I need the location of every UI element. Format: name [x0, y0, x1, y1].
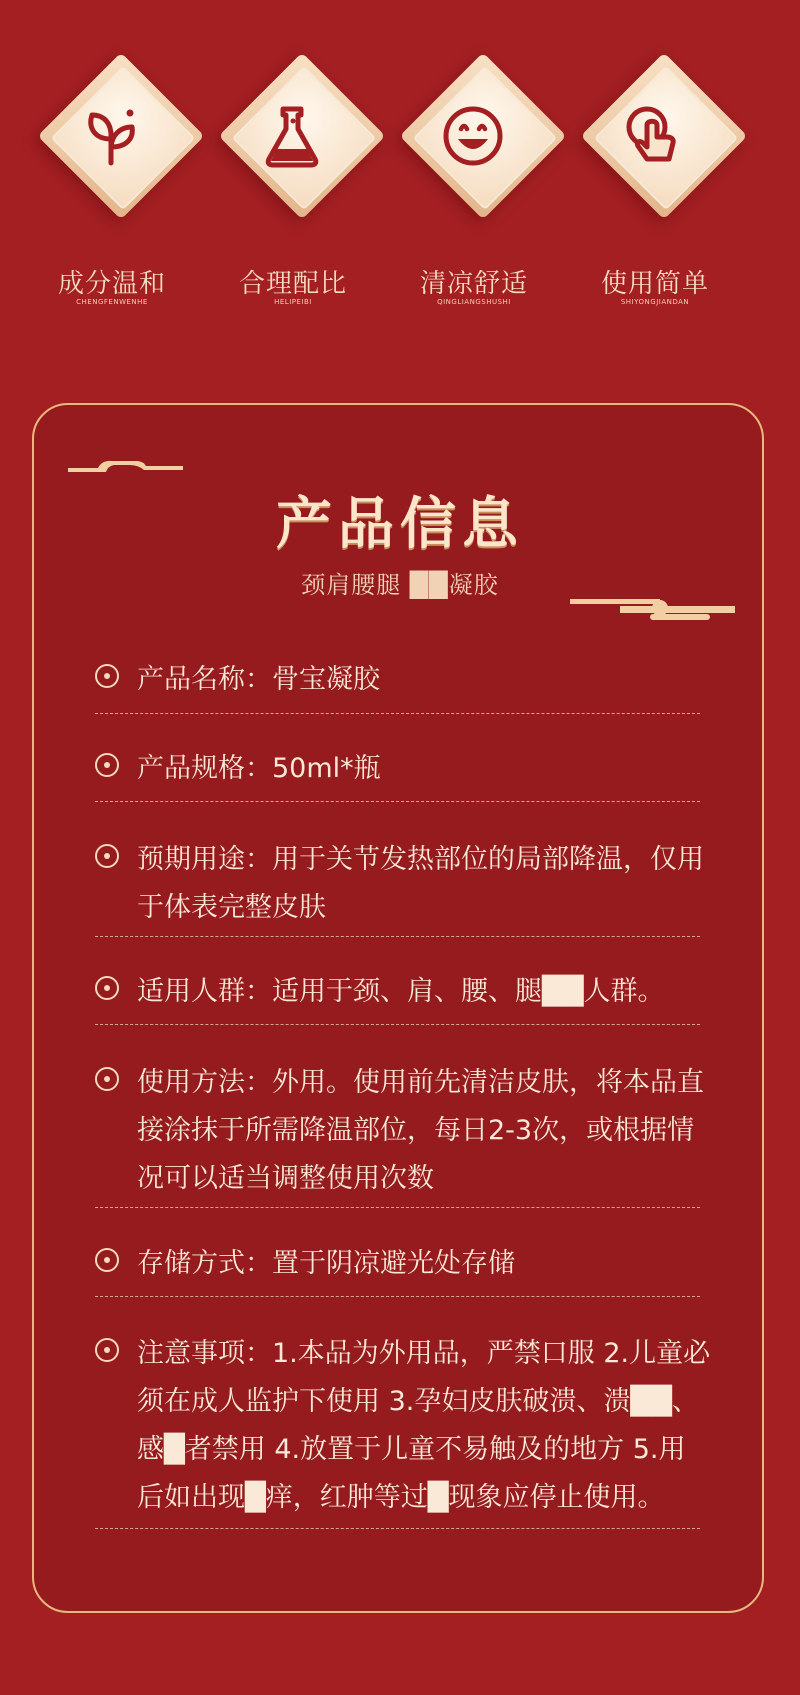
card-title: 产品信息 [276, 492, 524, 557]
card-subtitle: 颈肩腰腿 ██凝胶 [301, 571, 499, 599]
sprout-icon [78, 103, 144, 169]
feature-title: 使用简单 [600, 269, 709, 299]
feature-easy [565, 0, 745, 306]
feature-ratio [203, 0, 383, 306]
divider [95, 1296, 700, 1297]
feature-subtitle: SHIYONGJIANDAN [620, 298, 690, 306]
bullet-icon [95, 976, 119, 1000]
bullet-icon [95, 1338, 119, 1362]
feature-row [0, 0, 800, 330]
divider [95, 1024, 700, 1025]
info-item-text: 产品名称：骨宝凝胶 [137, 664, 380, 695]
bullet-icon [95, 1067, 119, 1091]
info-item-text: 使用方法：外用。使用前先清洁皮肤，将本品直接涂抹于所需降温部位，每日2-3次，或根据情况可以适当调整使用次数 [137, 1067, 704, 1194]
feature-title: 清凉舒适 [419, 269, 528, 299]
divider [95, 801, 700, 802]
bullet-icon [95, 664, 119, 688]
feature-gentle [22, 0, 202, 306]
feature-subtitle: CHENGFENWENHE [76, 298, 148, 306]
divider [95, 936, 700, 937]
feature-subtitle: QINGLIANGSHUSHI [437, 298, 511, 306]
cloud-decoration-left [68, 458, 183, 476]
divider [95, 713, 700, 714]
flask-icon [259, 103, 325, 169]
bullet-icon [95, 1248, 119, 1272]
info-item-text: 产品规格：50ml*瓶 [137, 753, 381, 784]
info-item-text: 预期用途：用于关节发热部位的局部降温，仅用于体表完整皮肤 [137, 844, 704, 923]
divider [95, 1207, 700, 1208]
bullet-icon [95, 753, 119, 777]
info-item-text: 适用人群：适用于颈、肩、腰、腿██人群。 [137, 976, 665, 1007]
bullet-icon [95, 844, 119, 868]
divider [95, 1528, 700, 1529]
feature-subtitle: HELIPEIBI [274, 298, 312, 306]
smile-face-icon [440, 103, 506, 169]
feature-title: 成分温和 [57, 269, 166, 299]
info-item-text: 存储方式：置于阴凉避光处存储 [137, 1248, 515, 1279]
feature-cool [384, 0, 564, 306]
info-item-text: 注意事项：1.本品为外用品，严禁口服 2.儿童必须在成人监护下使用 3.孕妇皮肤破溃、溃██、感█者禁用 4.放置于儿童不易触及的地方 5.用后如出现█痒，红肿等过█现象应停止使用。 [137, 1338, 711, 1513]
feature-title: 合理配比 [238, 269, 347, 299]
hand-pointer-icon [621, 103, 687, 169]
